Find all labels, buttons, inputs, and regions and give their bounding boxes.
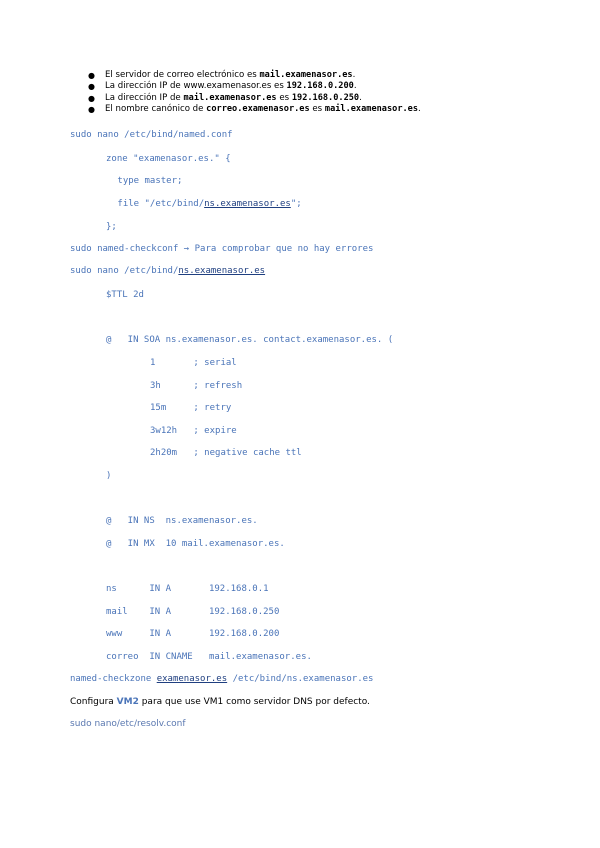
bullet-text: .	[353, 81, 357, 92]
bullet-code: mail.examenasor.es	[324, 103, 419, 114]
soa-record: @ IN SOA ns.examenasor.es. contact.examenasor.es. (	[106, 335, 394, 345]
zone-file-end: ";	[290, 199, 302, 209]
bullet-text: La dirección IP de	[105, 92, 184, 103]
zone-file	[112, 198, 302, 210]
cname-record: correo IN CNAME mail.examenasor.es.	[106, 652, 312, 662]
bullet-icon: ●	[88, 82, 95, 92]
bullet-code: mail.examenasor.es	[259, 70, 353, 80]
command-checkzone	[70, 673, 373, 685]
list-item	[88, 93, 421, 104]
bullet-text: es	[276, 92, 292, 103]
ns-record: @ IN NS ns.examenasor.es.	[106, 516, 258, 526]
a-record-mail: mail IN A 192.168.0.250	[106, 607, 280, 617]
bullet-text: .	[352, 70, 356, 80]
list-item	[88, 104, 421, 115]
instruction-text: para que use VM1 como servidor DNS por defecto.	[138, 697, 370, 707]
bullet-text: El servidor de correo electrónico es	[105, 70, 260, 80]
soa-serial: 1 ; serial	[150, 358, 237, 368]
soa-retry: 15m ; retry	[150, 403, 232, 413]
bullet-code: 192.168.0.250	[291, 92, 360, 103]
bullet-code: correo.examenasor.es	[206, 103, 310, 114]
bullet-text: .	[359, 92, 362, 103]
mx-record: @ IN MX 10 mail.examenasor.es.	[106, 539, 285, 549]
instruction-text: Configura	[70, 697, 117, 707]
a-record-ns: ns IN A 192.168.0.1	[106, 584, 269, 594]
bullet-icon: ●	[88, 104, 95, 114]
zone-type: type master;	[112, 176, 183, 186]
command-edit-resolv: sudo nano/etc/resolv.conf	[70, 719, 186, 729]
soa-close: )	[106, 471, 112, 481]
command-text: /etc/bind/ns.examenasor.es	[227, 674, 374, 684]
zone-file-path: file "/etc/bind/	[112, 199, 205, 209]
vm-name: VM2	[116, 697, 139, 707]
bullet-text: es	[309, 103, 325, 114]
zone-declaration: zone "examenasor.es." {	[106, 154, 231, 164]
command-checkconf: sudo named-checkconf → Para comprobar que no hay errores	[70, 244, 374, 254]
command-text: named-checkzone	[70, 674, 157, 684]
zone-link[interactable]: examenasor.es	[156, 674, 228, 684]
bullet-code: 192.168.0.200	[286, 81, 354, 92]
bullet-text: El nombre canónico de	[105, 103, 207, 114]
bullet-icon: ●	[88, 71, 95, 80]
zone-file-link[interactable]: ns.examenasor.es	[178, 266, 266, 276]
soa-refresh: 3h ; refresh	[150, 381, 243, 391]
soa-negative-ttl: 2h20m ; negative cache ttl	[150, 448, 302, 458]
list-item	[88, 70, 421, 81]
bullet-icon: ●	[88, 93, 95, 103]
command-path: sudo nano /etc/bind/	[70, 266, 179, 276]
zone-file-link[interactable]: ns.examenasor.es	[204, 199, 291, 209]
soa-expire: 3w12h ; expire	[150, 426, 237, 436]
bullet-text: .	[418, 103, 421, 114]
zone-close: };	[106, 222, 117, 232]
configure-instruction	[70, 696, 370, 708]
command-edit-zone-file	[70, 265, 265, 277]
list-item	[88, 81, 421, 92]
bullet-text: La dirección IP de www.examenasor.es es	[105, 81, 287, 92]
command-edit-named-conf: sudo nano /etc/bind/named.conf	[70, 130, 233, 140]
a-record-www: www IN A 192.168.0.200	[106, 629, 280, 639]
requirements-list	[88, 70, 421, 115]
bullet-code: mail.examenasor.es	[183, 92, 277, 103]
ttl-line: $TTL 2d	[106, 290, 144, 300]
